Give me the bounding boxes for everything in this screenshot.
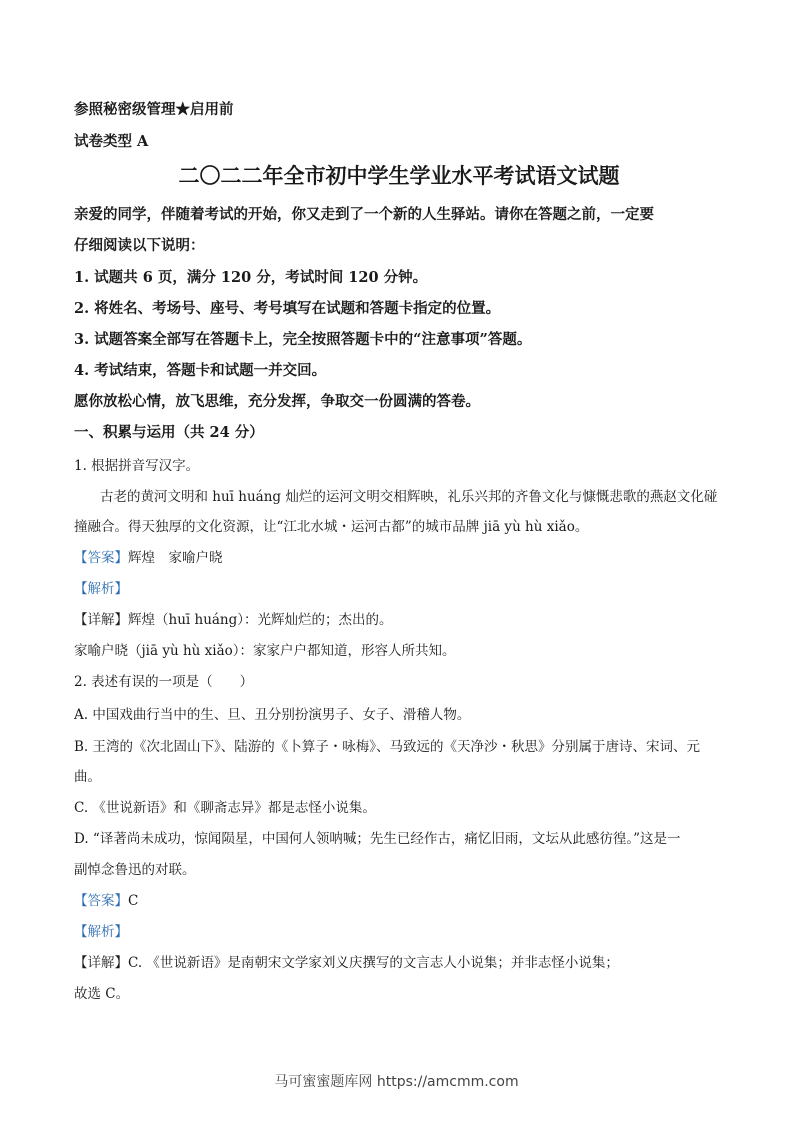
question-1-passage-line-2: 撞融合。得天独厚的文化资源，让“江北水城・运河古都”的城市品牌 jiā yù hù xiǎo。 <box>74 519 589 535</box>
page-title: 二〇二二年全市初中学生学业水平考试语文试题 <box>178 163 620 188</box>
detail-text: 辉煌（huī huáng）：光辉灿烂的；杰出的。 <box>128 612 393 628</box>
question-2-prompt: 2. 表述有误的一项是（ ） <box>74 674 254 690</box>
question-2-option-b-line-1: B. 王湾的《次北固山下》、陆游的《卜算子・咏梅》、马致远的《天净沙・秋思》分别属于唐诗、宋词、元 <box>74 739 701 755</box>
secret-level-label: 参照秘密级管理★启用前 <box>74 101 234 118</box>
question-2-option-c: C. 《世说新语》和《聊斋志异》都是志怪小说集。 <box>74 800 376 816</box>
question-1-prompt: 1. 根据拼音写汉字。 <box>74 458 200 474</box>
instructions-intro-line-1: 亲爱的同学，伴随着考试的开始，你又走到了一个新的人生驿站。请你在答题之前，一定要 <box>74 206 654 223</box>
question-2-answer <box>74 889 724 909</box>
answer-text: 辉煌 家喻户晓 <box>128 550 223 566</box>
detail-tag: 【详解】 <box>74 955 128 971</box>
question-2-detail-line-2: 故选 C。 <box>74 986 130 1002</box>
question-1-answer <box>74 546 724 566</box>
instruction-item-3: 3. 试题答案全部写在答题卡上，完全按照答题卡中的“注意事项”答题。 <box>74 331 532 348</box>
paper-type-label: 试卷类型 A <box>74 133 149 150</box>
question-2-option-d-line-2: 副悼念鲁迅的对联。 <box>74 862 196 878</box>
instructions-intro-line-2: 仔细阅读以下说明： <box>74 237 205 254</box>
footer-watermark: 马可蜜蜜题库网 https://amcmm.com <box>274 1074 519 1090</box>
question-2-option-a: A. 中国戏曲行当中的生、旦、丑分别扮演男子、女子、滑稽人物。 <box>74 707 471 723</box>
instruction-item-2: 2. 将姓名、考场号、座号、考号填写在试题和答题卡指定的位置。 <box>74 300 501 317</box>
section-1-heading: 一、积累与运用（共 24 分） <box>74 424 264 441</box>
question-2-analysis-tag: 【解析】 <box>74 924 128 940</box>
question-2-option-b-line-2: 曲。 <box>74 769 101 785</box>
answer-tag: 【答案】 <box>74 550 128 566</box>
question-1-detail-line-2: 家喻户晓（jiā yù hù xiǎo）：家家户户都知道，形容人所共知。 <box>74 643 456 659</box>
answer-text: C <box>128 893 139 909</box>
instruction-item-4: 4. 考试结束，答题卡和试题一并交回。 <box>74 362 327 379</box>
question-1-passage-line-1: 古老的黄河文明和 huī huáng 灿烂的运河文明交相辉映，礼乐兴邦的齐鲁文化与慷慨悲歌的燕赵文化碰 <box>100 489 718 505</box>
answer-tag: 【答案】 <box>74 893 128 909</box>
question-2-option-d-line-1: D. “译著尚未成功，惊闻陨星，中国何人领呐喊；先生已经作古，痛忆旧雨，文坛从此感彷徨。”这是一 <box>74 831 681 847</box>
question-1-analysis-tag: 【解析】 <box>74 581 128 597</box>
instructions-wish: 愿你放松心情，放飞思维，充分发挥，争取交一份圆满的答卷。 <box>74 393 480 410</box>
detail-tag: 【详解】 <box>74 612 128 628</box>
detail-text: C. 《世说新语》是南朝宋文学家刘义庆撰写的文言志人小说集；并非志怪小说集； <box>128 955 619 971</box>
instruction-item-1: 1. 试题共 6 页，满分 120 分，考试时间 120 分钟。 <box>74 269 428 286</box>
question-2-detail-line-1 <box>74 951 724 971</box>
question-1-detail-line-1 <box>74 608 724 628</box>
